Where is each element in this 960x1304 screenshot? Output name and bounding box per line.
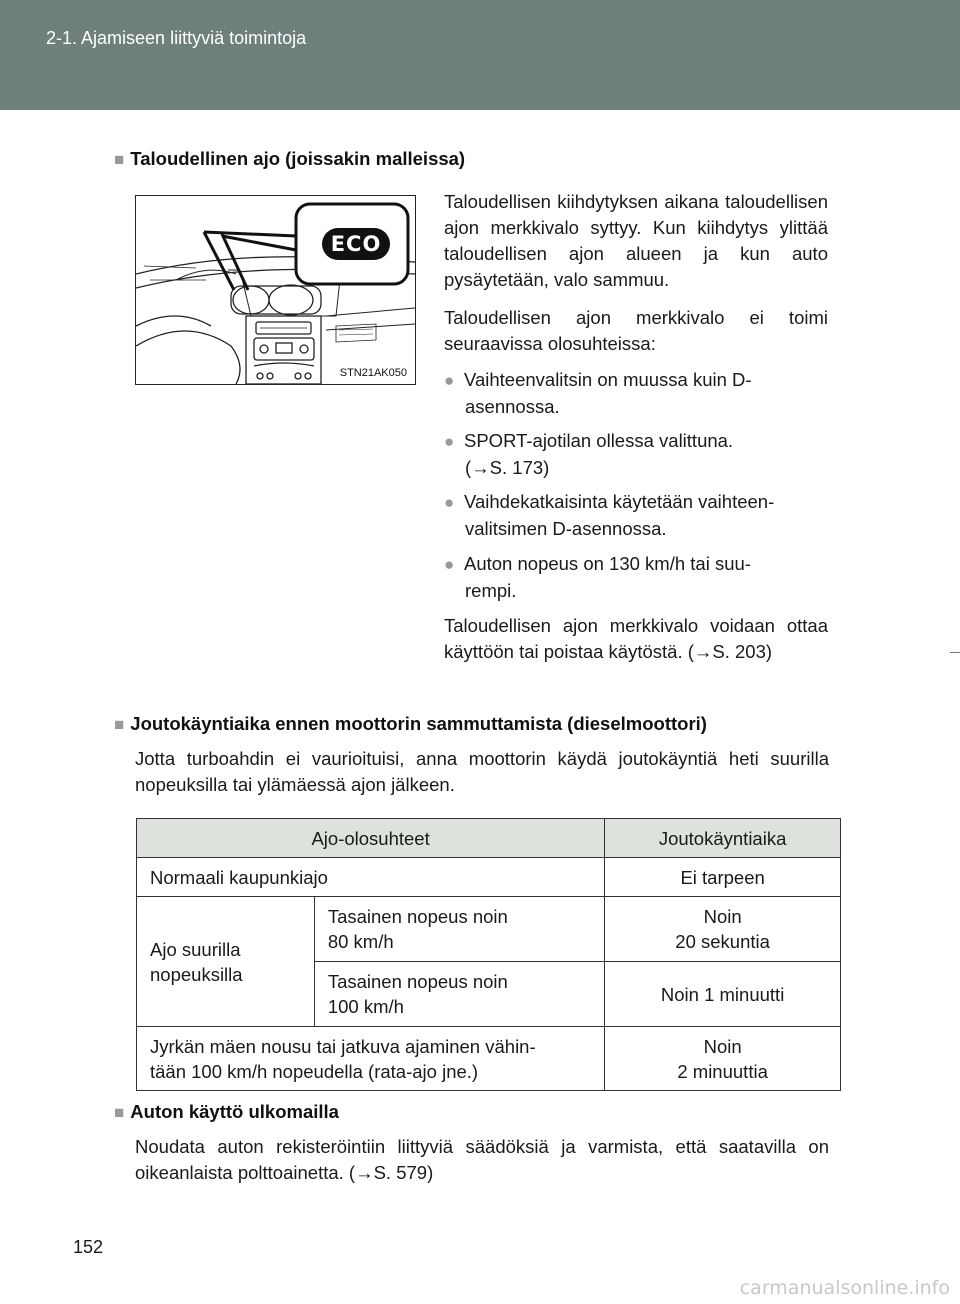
square-bullet-icon: ■	[114, 150, 125, 169]
idle-body: Jotta turboahdin ei vaurioituisi, anna moottorin käydä joutokäyntiä heti suurilla nopeuksilla tai ylämäessä ajon jälkeen.	[135, 748, 829, 795]
heading-text: Auton käyttö ulkomailla	[130, 1101, 339, 1122]
cell-line: 2 minuuttia	[677, 1060, 768, 1082]
eco-bullet-1	[444, 367, 828, 420]
section-heading-abroad	[114, 1101, 339, 1123]
table-cell	[605, 1027, 841, 1091]
column-header: Ajo-olosuhteet	[137, 819, 605, 858]
square-bullet-icon: ■	[114, 1103, 125, 1122]
eco-paragraph-2: Taloudellisen ajon merkkivalo ei toimi seuraavissa olosuhteissa:	[444, 307, 828, 354]
section-heading-idle	[114, 713, 707, 735]
table-header-row	[137, 819, 841, 858]
cell-line: Noin	[703, 1035, 742, 1057]
eco-indicator-icon: ECO	[322, 228, 390, 260]
bullet-text: Auton nopeus on 130 km/h tai suu-	[464, 553, 751, 574]
table-cell: Noin 1 minuutti	[605, 962, 841, 1027]
eco-bullet-4	[444, 551, 828, 604]
bullet-text-cont: rempi.	[465, 580, 517, 601]
header-band	[0, 0, 960, 110]
cell-line: Ajo suurilla	[150, 938, 241, 960]
heading-text: Taloudellinen ajo (joissakin malleissa)	[130, 148, 466, 169]
bullet-text-cont: (→S. 173)	[465, 457, 550, 478]
circle-bullet-icon: ●	[444, 555, 455, 574]
circle-bullet-icon: ●	[444, 371, 455, 390]
cell-line: nopeuksilla	[150, 963, 243, 985]
bullet-text: Vaihteenvalitsin on muussa kuin D-	[464, 369, 752, 390]
circle-bullet-icon: ●	[444, 493, 455, 512]
table-row	[137, 1027, 841, 1091]
cell-line: Noin	[703, 906, 742, 927]
heading-text: Joutokäyntiaika ennen moottorin sammuttamista (dieselmoottori)	[130, 713, 707, 734]
table-cell	[137, 1027, 605, 1091]
cell-line: Tasainen nopeus noin	[327, 971, 508, 992]
eco-paragraph-3: Taloudellisen ajon merkkivalo voidaan ottaa käyttöön tai poistaa käytöstä. (→S. 203)	[444, 615, 828, 662]
dashboard-drawing	[136, 196, 415, 384]
cell-line: Jyrkän mäen nousu tai jatkuva ajaminen vähin-	[150, 1035, 536, 1057]
eco-bullet-2	[444, 428, 828, 481]
abroad-body: Noudata auton rekisteröintiin liittyviä säädöksiä ja varmista, että saatavilla on oikeanlaista polttoainetta. (→S. 579)	[135, 1136, 829, 1183]
cell-line: 100 km/h	[327, 996, 404, 1017]
eco-paragraph-1: Taloudellisen kiihdytyksen aikana taloudellisen ajon merkkivalo syttyy. Kun kiihdytys ylittää taloudellisen ajon alueen ja kun auto pysäytetään, valo sammuu.	[444, 191, 828, 290]
idle-time-table	[136, 818, 841, 1091]
bullet-text-cont: valitsimen D-asennossa.	[465, 518, 667, 539]
bullet-text: SPORT-ajotilan ollessa valittuna.	[464, 430, 734, 451]
table-cell	[314, 897, 604, 962]
cell-line: Tasainen nopeus noin	[327, 906, 508, 927]
figure-code: STN21AK050	[339, 367, 407, 379]
watermark: carmanualsonline.info	[739, 1277, 950, 1299]
column-header: Joutokäyntiaika	[605, 819, 841, 858]
table-cell: Ei tarpeen	[605, 858, 841, 897]
bullet-text-cont: asennossa.	[465, 396, 560, 417]
table-row	[137, 858, 841, 897]
circle-bullet-icon: ●	[444, 432, 455, 451]
table-cell-group-label	[137, 897, 315, 1027]
table-cell: Normaali kaupunkiajo	[137, 858, 605, 897]
table-cell	[314, 962, 604, 1027]
page-number: 152	[73, 1237, 104, 1257]
table-row	[137, 897, 841, 962]
section-heading-eco	[114, 148, 465, 170]
chapter-title: 2-1. Ajamiseen liittyviä toimintoja	[46, 28, 307, 48]
bullet-text: Vaihdekatkaisinta käytetään vaihteen-	[464, 491, 775, 512]
crop-mark	[950, 652, 960, 653]
cell-line: tään 100 km/h nopeudella (rata-ajo jne.)	[150, 1060, 479, 1082]
square-bullet-icon: ■	[114, 715, 125, 734]
cell-line: 20 sekuntia	[675, 931, 770, 952]
cell-line: 80 km/h	[327, 931, 394, 952]
eco-dashboard-illustration	[135, 195, 416, 385]
eco-bullet-3	[444, 489, 828, 542]
table-cell	[605, 897, 841, 962]
